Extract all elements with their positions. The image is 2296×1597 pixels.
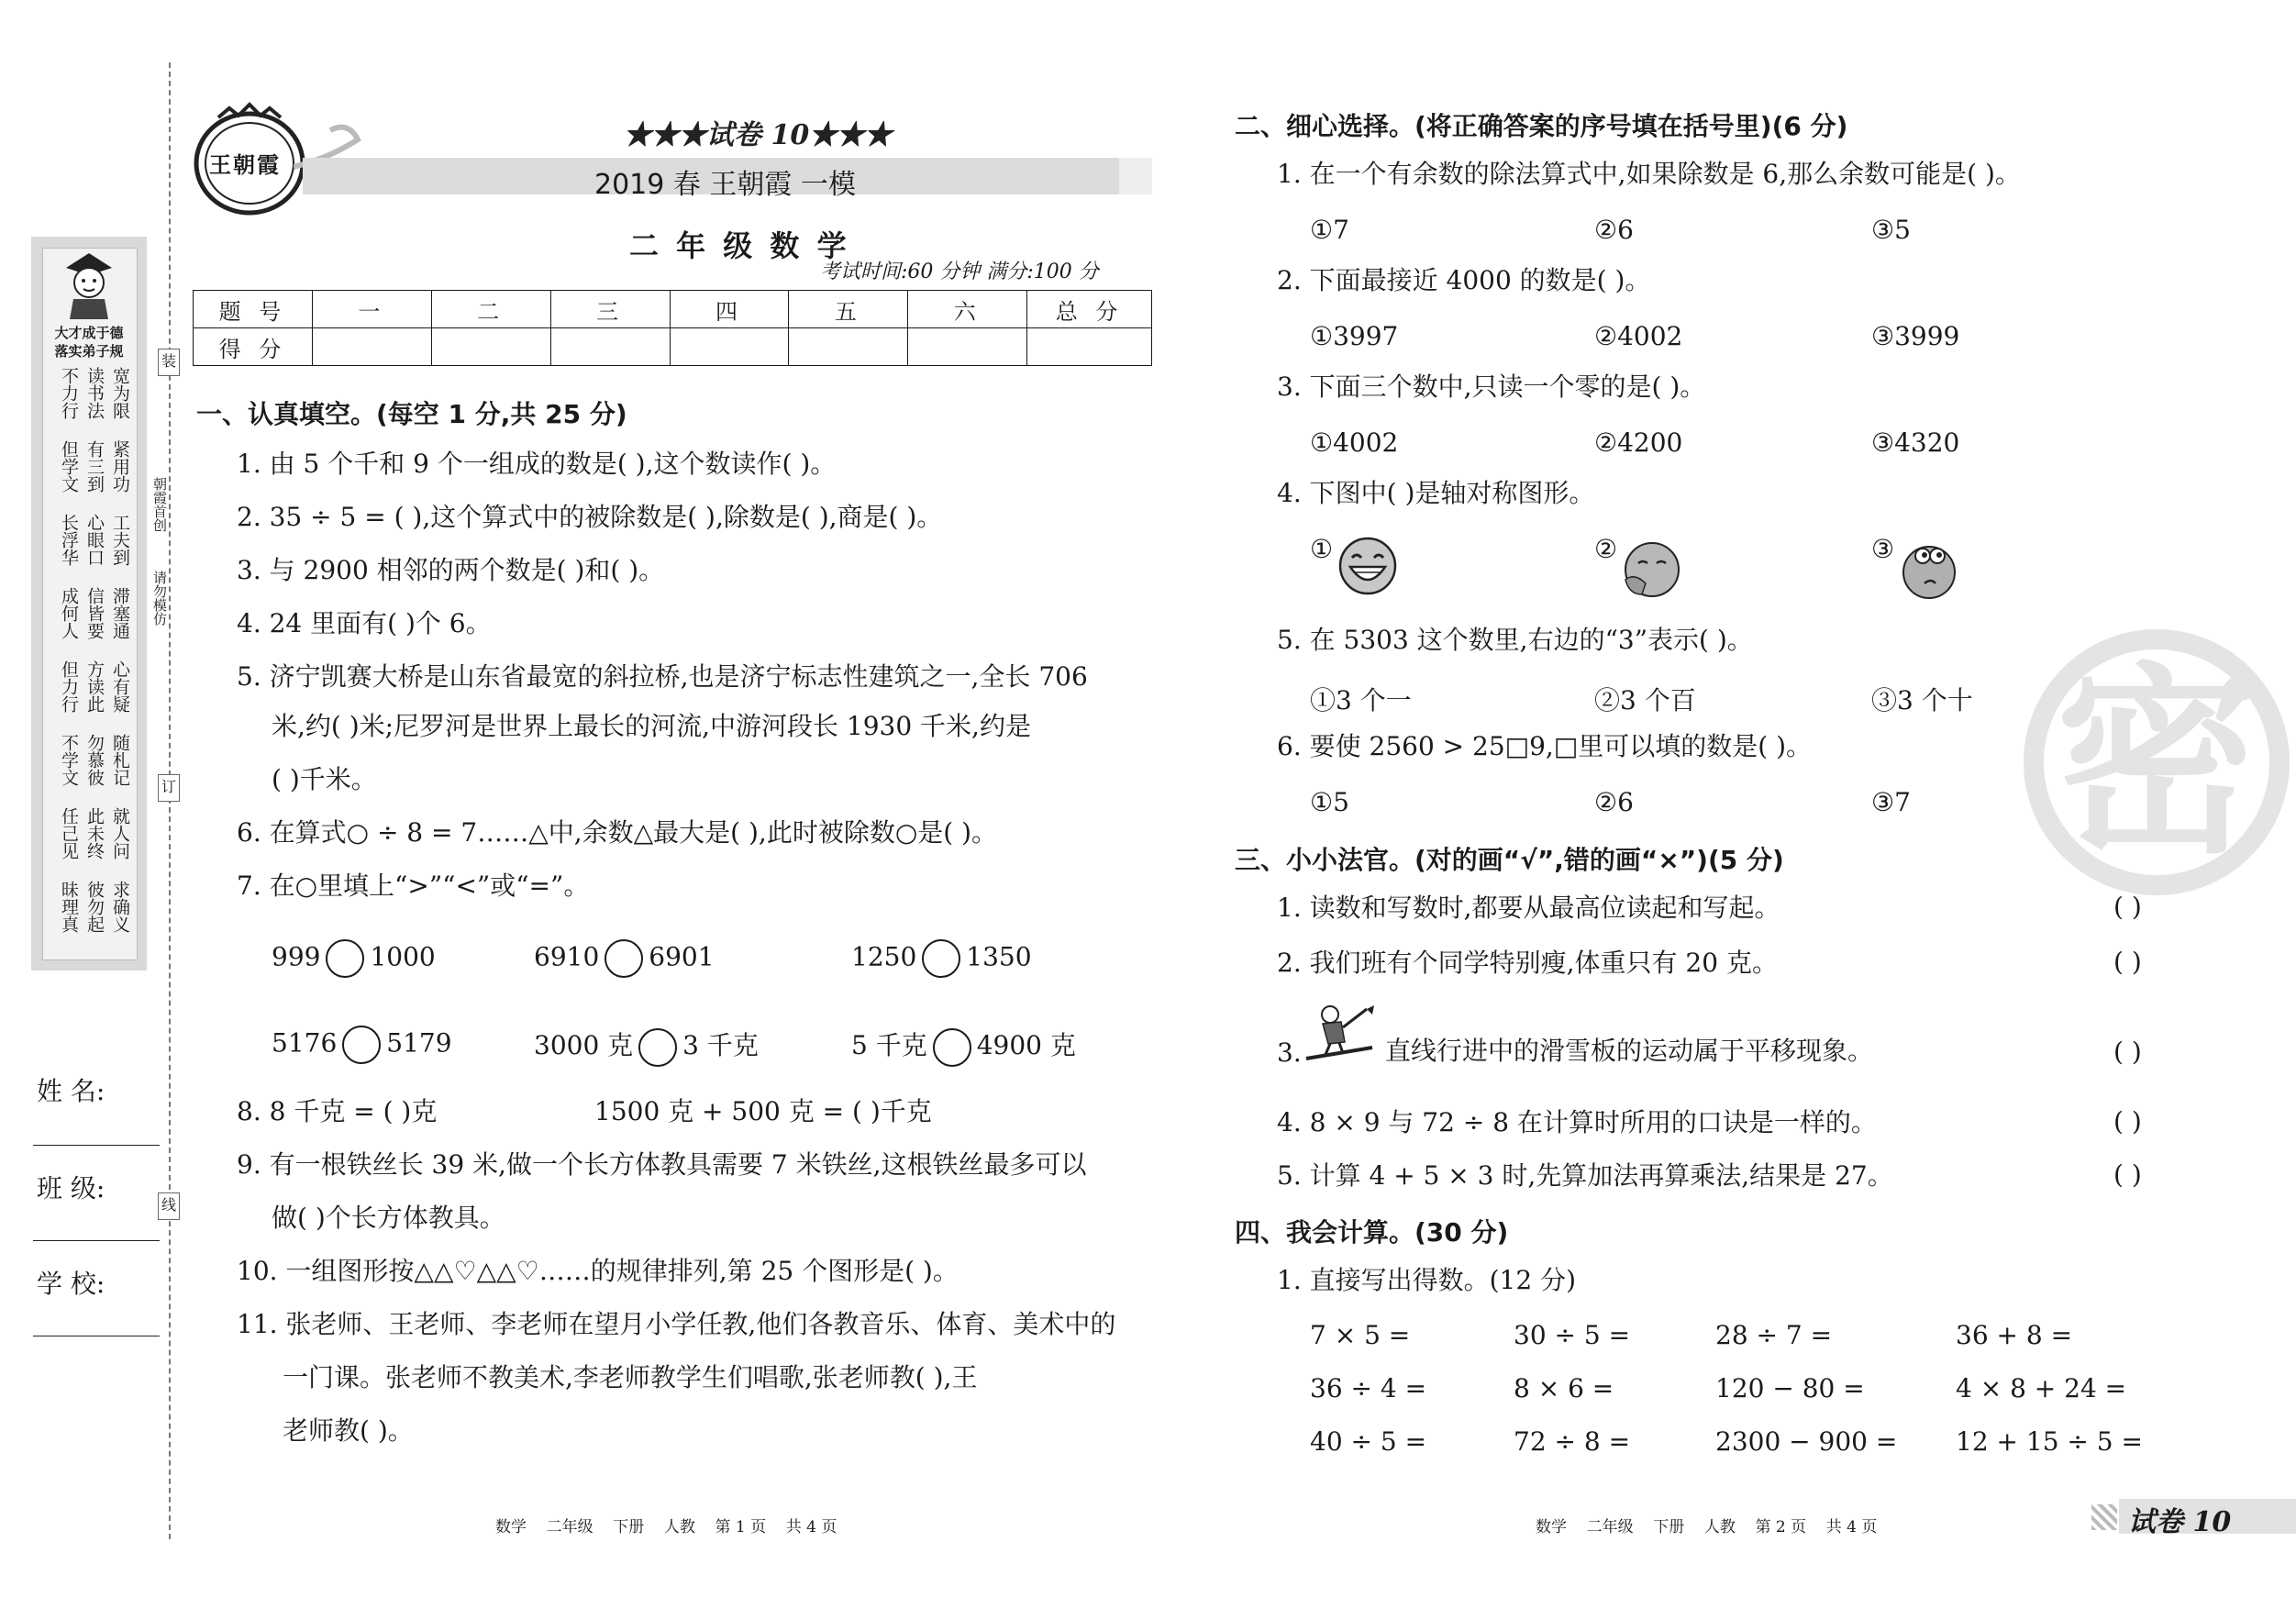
s2-option: ②3 个百: [1594, 685, 1696, 715]
s1-line-7: 7. 在○里填上“>”“<”或“=”。: [237, 871, 590, 901]
compare-3: 1250 1350: [851, 939, 1032, 978]
compare-2: 6910 6901: [534, 939, 715, 978]
score-header-cell: 总 分: [1027, 291, 1152, 328]
motto-column: 昧理真: [59, 881, 79, 933]
motto-column: 随札记: [110, 734, 130, 786]
s1-line-5c: ( )千米。: [272, 764, 377, 794]
score-cell[interactable]: [670, 328, 789, 366]
section4-title: 四、我会计算。(30 分): [1235, 1217, 1509, 1248]
s2-option: ②6: [1594, 215, 1634, 245]
score-header-cell: 三: [550, 291, 670, 328]
s3-item-4: 4. 8 × 9 与 72 ÷ 8 在计算时所用的口诀是一样的。: [1277, 1107, 1877, 1137]
motto-column: 但力行: [59, 660, 79, 713]
s1-line-5b: 米,约( )米;尼罗河是世界上最长的河流,中游河段长 1930 千米,约是: [272, 711, 1031, 741]
score-cell[interactable]: [1027, 328, 1152, 366]
motto-column: 任己见: [59, 807, 79, 859]
s2-option: ①3 个一: [1310, 685, 1412, 715]
school-label: 学 校:: [37, 1269, 105, 1299]
s2-question: 1. 在一个有余数的除法算式中,如果除数是 6,那么余数可能是( )。: [1277, 159, 2021, 189]
s2-option: ①: [1310, 534, 1334, 564]
footer-tag: 试卷 10: [2128, 1506, 2232, 1538]
s2-option: ③5: [1871, 215, 1911, 245]
binding-mark-1: 装: [158, 349, 180, 376]
subject-title: 二 年 级 数 学: [629, 228, 850, 263]
footer-right: 数学 二年级 下册 人教 第 2 页 共 4 页: [1536, 1518, 1878, 1536]
s2-question: 3. 下面三个数中,只读一个零的是( )。: [1277, 372, 1706, 402]
s2-option: ①5: [1310, 787, 1349, 817]
s1-line-11b: 一门课。张老师不教美术,李老师教学生们唱歌,张老师教( ),王: [283, 1362, 978, 1392]
s1-line-9b: 做( )个长方体教具。: [272, 1203, 505, 1233]
compare-circle[interactable]: [342, 1026, 381, 1064]
motto-column: 信皆要: [84, 587, 105, 639]
footer-left: 数学 二年级 下册 人教 第 1 页 共 4 页: [495, 1518, 837, 1536]
s3-item-1: 1. 读数和写数时,都要从最高位读起和写起。: [1277, 893, 1780, 923]
motto-column: 成何人: [59, 587, 79, 639]
exam-meta: 考试时间:60 分钟 满分:100 分: [820, 261, 1099, 283]
calc-item: 8 × 6 =: [1514, 1373, 1614, 1403]
s3-answer-2[interactable]: ( ): [2113, 947, 2142, 977]
s3-answer-1[interactable]: ( ): [2113, 892, 2142, 922]
scholar-icon: [57, 248, 121, 321]
calc-item: 28 ÷ 7 =: [1715, 1320, 1833, 1350]
class-line[interactable]: [33, 1240, 160, 1241]
calc-item: 36 + 8 =: [1956, 1320, 2073, 1350]
motto-column: 滞塞通: [110, 587, 130, 639]
s2-question: 2. 下面最接近 4000 的数是( )。: [1277, 265, 1651, 295]
s1-line-11c: 老师教( )。: [283, 1415, 414, 1446]
compare-4: 5176 5179: [272, 1026, 452, 1064]
s1-line-1: 1. 由 5 个千和 9 个一组成的数是( ),这个数读作( )。: [237, 449, 837, 479]
score-header-cell: 一: [312, 291, 431, 328]
s2-question: 6. 要使 2560 > 25□9,□里可以填的数是( )。: [1277, 731, 1813, 761]
compare-5: 3000 克 3 千克: [534, 1026, 759, 1067]
score-row-label: 得 分: [194, 328, 313, 366]
notice-2: 请勿模仿: [151, 571, 168, 626]
s2-option: ③4320: [1871, 427, 1960, 458]
s1-line-8a: 8. 8 千克 = ( )克: [237, 1096, 438, 1126]
compare-1: 999 1000: [272, 939, 436, 978]
calc-item: 2300 − 900 =: [1715, 1426, 1898, 1457]
secret-stamp-char: 密: [2055, 646, 2257, 881]
compare-circle[interactable]: [933, 1028, 971, 1067]
footer-tag-dots: [2091, 1504, 2117, 1530]
exam-title: 2019 春 王朝霞 一模: [594, 169, 856, 201]
section1-title: 一、认真填空。(每空 1 分,共 25 分): [196, 399, 627, 429]
score-cell[interactable]: [550, 328, 670, 366]
s3-item-5: 5. 计算 4 + 5 × 3 时,先算加法再算乘法,结果是 27。: [1277, 1160, 1893, 1191]
score-header-cell: 二: [431, 291, 550, 328]
motto-column: 工夫到: [110, 514, 130, 566]
motto-column: 此未终: [84, 807, 105, 859]
score-cell[interactable]: [908, 328, 1027, 366]
paper-number: ★★★试卷 10★★★: [624, 119, 893, 151]
score-cell[interactable]: [312, 328, 431, 366]
s2-option: ②6: [1594, 787, 1634, 817]
calc-item: 7 × 5 =: [1310, 1320, 1411, 1350]
s2-option: ③3999: [1871, 321, 1960, 351]
s4-sub: 1. 直接写出得数。(12 分): [1277, 1265, 1576, 1295]
binding-mark-2: 订: [158, 774, 180, 802]
score-header-cell: 四: [670, 291, 789, 328]
calc-item: 40 ÷ 5 =: [1310, 1426, 1427, 1457]
motto-column: 就人问: [110, 807, 130, 859]
motto-column: 不学文: [59, 734, 79, 786]
s1-line-10: 10. 一组图形按△△♡△△♡……的规律排列,第 25 个图形是( )。: [237, 1256, 959, 1286]
worried-face-icon[interactable]: [1899, 539, 1959, 600]
s2-option: ①4002: [1310, 427, 1399, 458]
motto-column: 心眼口: [84, 514, 105, 566]
motto-column: 彼勿起: [84, 881, 105, 933]
shy-face-icon[interactable]: [1620, 539, 1680, 600]
motto-column: 长浮华: [59, 514, 79, 566]
calc-item: 30 ÷ 5 =: [1514, 1320, 1631, 1350]
brand-name: 王朝霞: [209, 151, 281, 178]
s1-line-4: 4. 24 里面有( )个 6。: [237, 608, 492, 638]
calc-item: 12 + 15 ÷ 5 =: [1956, 1426, 2143, 1457]
binding-mark-3: 线: [158, 1192, 180, 1220]
binding-sidebar: [0, 0, 174, 1597]
score-table: [193, 290, 1152, 366]
score-table-row: [194, 328, 1152, 366]
laughing-face-icon[interactable]: [1337, 536, 1398, 596]
motto-column: 读书法: [84, 367, 105, 419]
class-label: 班 级:: [37, 1173, 105, 1203]
motto-columns: [53, 367, 132, 954]
s1-line-8b: 1500 克 + 500 克 = ( )千克: [594, 1096, 932, 1126]
motto-column: 宽为限: [110, 367, 130, 419]
section2-title: 二、细心选择。(将正确答案的序号填在括号里)(6 分): [1235, 111, 1848, 141]
s1-line-5a: 5. 济宁凯赛大桥是山东省最宽的斜拉桥,也是济宁标志性建筑之一,全长 706: [237, 661, 1088, 692]
s1-line-6: 6. 在算式○ ÷ 8 = 7……△中,余数△最大是( ),此时被除数○是( )。: [237, 817, 997, 848]
skier-icon: [1303, 1002, 1376, 1068]
s2-option: ③: [1871, 534, 1895, 564]
motto-column: 不力行: [59, 367, 79, 419]
s2-question: 4. 下图中( )是轴对称图形。: [1277, 478, 1595, 508]
motto-bottom: 落实弟子规: [54, 343, 124, 360]
motto-column: 但学文: [59, 440, 79, 493]
motto-top: 大才成于德: [54, 325, 124, 341]
s2-option: ①3997: [1310, 321, 1399, 351]
compare-circle[interactable]: [922, 939, 960, 978]
s1-line-3: 3. 与 2900 相邻的两个数是( )和( )。: [237, 555, 665, 585]
notice-1: 朝霞首创: [151, 477, 168, 532]
calc-item: 4 × 8 + 24 =: [1956, 1373, 2127, 1403]
s2-option: ②4002: [1594, 321, 1683, 351]
s2-option: ①7: [1310, 215, 1349, 245]
calc-item: 36 ÷ 4 =: [1310, 1373, 1427, 1403]
s2-question: 5. 在 5303 这个数里,右边的“3”表示( )。: [1277, 625, 1753, 655]
s1-line-9a: 9. 有一根铁丝长 39 米,做一个长方体教具需要 7 米铁丝,这根铁丝最多可以: [237, 1149, 1087, 1180]
score-header-cell: 六: [908, 291, 1027, 328]
score-cell[interactable]: [789, 328, 908, 366]
s1-line-11a: 11. 张老师、王老师、李老师在望月小学任教,他们各教音乐、体育、美术中的: [237, 1309, 1116, 1339]
s1-line-2: 2. 35 ÷ 5 = ( ),这个算式中的被除数是( ),除数是( ),商是( )。: [237, 502, 943, 532]
score-table-header: [194, 291, 1152, 328]
s3-item-3-text: 直线行进中的滑雪板的运动属于平移现象。: [1385, 1036, 1874, 1066]
s2-option: ③3 个十: [1871, 685, 1973, 715]
s2-option: ②4200: [1594, 427, 1683, 458]
motto-column: 勿慕彼: [84, 734, 105, 786]
name-label: 姓 名:: [37, 1076, 105, 1106]
motto-column: 有三到: [84, 440, 105, 493]
name-line[interactable]: [33, 1145, 160, 1146]
motto-column: 心有疑: [110, 660, 130, 713]
compare-circle[interactable]: [638, 1028, 677, 1067]
compare-circle[interactable]: [605, 939, 643, 978]
s3-answer-3[interactable]: ( ): [2113, 1037, 2142, 1067]
s2-option: ③7: [1871, 787, 1911, 817]
s3-item-3: 3.: [1277, 1037, 1302, 1068]
score-cell[interactable]: [431, 328, 550, 366]
section3-title: 三、小小法官。(对的画“√”,错的画“×”)(5 分): [1235, 845, 1784, 875]
score-header-cell: 五: [789, 291, 908, 328]
score-header-cell: 题 号: [194, 291, 313, 328]
s2-option: ②: [1594, 534, 1618, 564]
compare-circle[interactable]: [326, 939, 364, 978]
calc-item: 72 ÷ 8 =: [1514, 1426, 1631, 1457]
compare-6: 5 千克 4900 克: [851, 1026, 1076, 1067]
s3-answer-4[interactable]: ( ): [2113, 1106, 2142, 1137]
motto-column: 紧用功: [110, 440, 130, 493]
s3-item-2: 2. 我们班有个同学特别瘦,体重只有 20 克。: [1277, 948, 1778, 978]
motto-column: 求确义: [110, 881, 130, 933]
calc-item: 120 − 80 =: [1715, 1373, 1865, 1403]
s3-answer-5[interactable]: ( ): [2113, 1159, 2142, 1190]
motto-column: 方读此: [84, 660, 105, 713]
